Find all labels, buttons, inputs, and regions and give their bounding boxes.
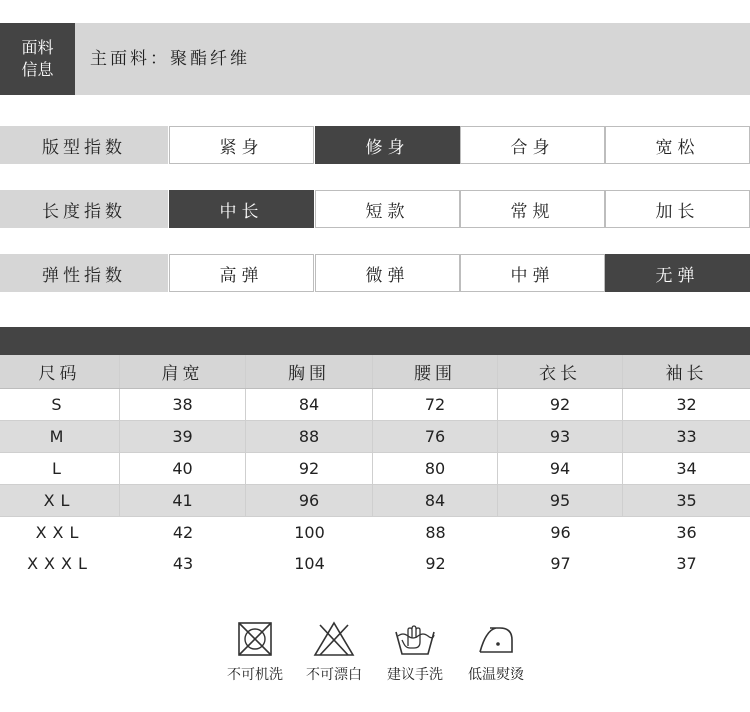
length-option-medium-long: 中长: [169, 190, 314, 228]
header-chest: 胸围: [246, 355, 373, 388]
no-machine-wash-icon: [235, 620, 275, 658]
header-shoulder: 肩宽: [120, 355, 246, 388]
waist-cell: 80: [373, 453, 498, 484]
shoulder-cell: 38: [120, 389, 246, 420]
no-bleach-icon: [312, 620, 356, 658]
sleeve-cell: 35: [676, 491, 697, 510]
size-cell: XXL: [35, 523, 85, 542]
length-cell: 95: [498, 485, 623, 516]
size-cell: S: [0, 389, 120, 420]
chest-cell: 100: [294, 523, 325, 542]
header-size: 尺码: [0, 355, 120, 388]
care-no-machine-wash: [220, 620, 290, 683]
shoulder-cell: 39: [120, 421, 246, 452]
shoulder-cell: 43: [172, 554, 194, 573]
size-cell: XL: [0, 485, 120, 516]
chest-cell: 96: [246, 485, 373, 516]
sleeve-cell: 34: [676, 459, 697, 478]
chest-cell: 92: [246, 453, 373, 484]
fabric-label-line1: 面料: [21, 38, 54, 57]
table-row: [0, 548, 750, 579]
sleeve-cell: 33: [676, 427, 697, 446]
size-table-header-row: [0, 355, 750, 389]
waist-cell: 92: [425, 554, 446, 573]
elasticity-option-slight: 微弹: [315, 254, 460, 292]
length-option-long: 加长: [605, 190, 750, 228]
size-cell: M: [0, 421, 120, 452]
waist-cell: 72: [373, 389, 498, 420]
fabric-label-line2: 信息: [21, 60, 54, 79]
fabric-info-bar: [0, 23, 750, 95]
elasticity-option-high: 高弹: [169, 254, 314, 292]
fit-index-label: 版型指数: [0, 126, 168, 164]
fit-option-regular: 合身: [460, 126, 605, 164]
length-cell: 93: [498, 421, 623, 452]
table-row: [0, 421, 750, 453]
length-index-label: 长度指数: [0, 190, 168, 228]
care-label-no-machine-wash: 不可机洗: [227, 667, 283, 683]
elasticity-option-none: 无弹: [605, 254, 750, 292]
length-cell: 92: [498, 389, 623, 420]
chest-cell: 104: [294, 554, 325, 573]
sleeve-cell: 36: [676, 523, 697, 542]
chest-cell: 88: [246, 421, 373, 452]
length-index-row: [0, 190, 750, 228]
sleeve-cell: 32: [676, 395, 697, 414]
care-hand-wash: [380, 620, 450, 683]
low-iron-icon: [474, 620, 518, 658]
sleeve-cell: 37: [676, 554, 697, 573]
elasticity-index-row: [0, 254, 750, 292]
table-row: [0, 485, 750, 517]
fit-option-loose: 宽松: [605, 126, 750, 164]
size-cell: L: [0, 453, 120, 484]
fabric-info-label: [0, 23, 75, 95]
fabric-main-material: 主面料：聚酯纤维: [90, 49, 250, 69]
length-cell: 96: [550, 523, 571, 542]
shoulder-cell: 42: [172, 523, 194, 542]
fit-option-slim: 修身: [315, 126, 460, 164]
chest-cell: 84: [246, 389, 373, 420]
header-sleeve: 袖长: [665, 364, 708, 384]
waist-cell: 88: [425, 523, 446, 542]
size-table-header-bar: [0, 327, 750, 355]
size-cell: XXXL: [27, 554, 93, 573]
elasticity-index-label: 弹性指数: [0, 254, 168, 292]
length-cell: 97: [550, 554, 571, 573]
care-label-low-iron: 低温熨烫: [468, 667, 524, 683]
waist-cell: 84: [373, 485, 498, 516]
care-label-no-bleach: 不可漂白: [306, 667, 362, 683]
shoulder-cell: 40: [120, 453, 246, 484]
length-option-short: 短款: [315, 190, 460, 228]
length-option-regular: 常规: [460, 190, 605, 228]
fit-option-tight: 紧身: [169, 126, 314, 164]
table-row: [0, 517, 750, 548]
size-table: [0, 355, 750, 579]
table-row: [0, 453, 750, 485]
table-row: [0, 389, 750, 421]
elasticity-option-medium: 中弹: [460, 254, 605, 292]
fit-index-row: [0, 126, 750, 164]
waist-cell: 76: [373, 421, 498, 452]
shoulder-cell: 41: [120, 485, 246, 516]
care-label-hand-wash: 建议手洗: [387, 667, 443, 683]
care-low-iron: [461, 620, 531, 683]
header-waist: 腰围: [373, 355, 498, 388]
length-cell: 94: [498, 453, 623, 484]
care-no-bleach: [299, 620, 369, 683]
hand-wash-icon: [393, 620, 437, 658]
header-length: 衣长: [498, 355, 623, 388]
